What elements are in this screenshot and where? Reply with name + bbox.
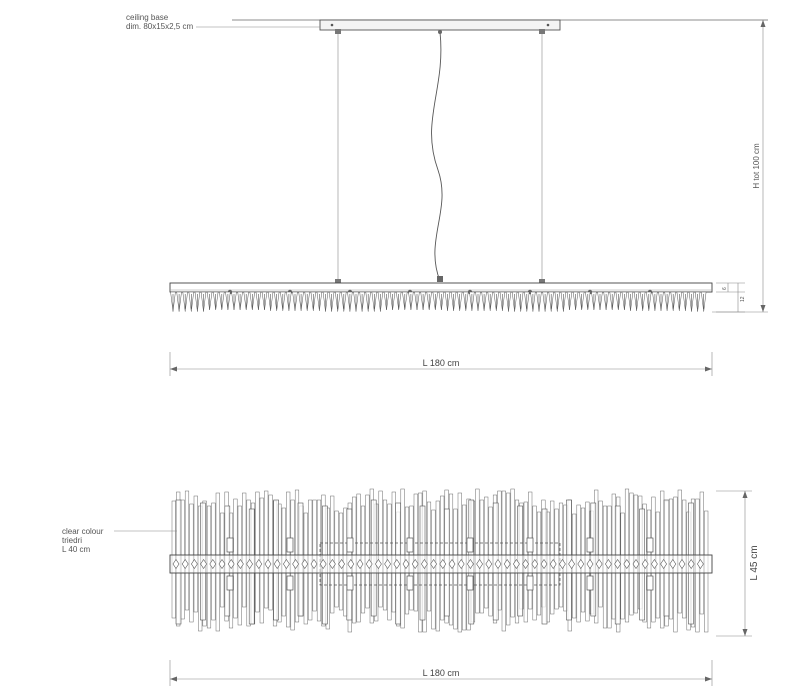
rod-clip: [527, 576, 533, 590]
lamp-body-side: [170, 283, 712, 292]
crystal-row: [171, 292, 707, 312]
rod-clip: [407, 538, 413, 552]
glass-rod: [634, 495, 638, 613]
glass-rod: [194, 496, 198, 612]
length-label-bottom: L 180 cm: [422, 668, 460, 678]
rod-clip: [587, 538, 593, 552]
glass-rod: [476, 489, 480, 613]
power-cord: [432, 32, 443, 281]
glass-rod: [379, 491, 383, 607]
rod-clip: [347, 576, 353, 590]
rod-clip: [287, 538, 293, 552]
ceiling-base-dim-label: dim. 80x15x2,5 cm: [126, 22, 194, 31]
glass-rod: [330, 496, 334, 613]
rod-clip: [347, 538, 353, 552]
rod-clip: [467, 538, 473, 552]
glass-rod: [185, 491, 189, 610]
rod-clip: [527, 538, 533, 552]
height-dimension: [712, 20, 768, 312]
glass-label-type: triedri: [62, 536, 83, 545]
body-dim-large: 12: [740, 296, 746, 302]
body-dim-small: 6: [722, 287, 728, 290]
glass-rod: [269, 495, 273, 610]
width-dimension: [716, 491, 760, 636]
glass-rod: [366, 495, 370, 608]
glass-rod: [256, 492, 260, 612]
glass-rod: [700, 492, 704, 614]
glass-rod: [392, 492, 396, 612]
body-dimension: [716, 283, 746, 312]
rod-clip: [227, 538, 233, 552]
rod-clip: [227, 576, 233, 590]
rod-clip: [587, 576, 593, 590]
glass-rod: [678, 490, 682, 613]
length-label-top: L 180 cm: [422, 358, 460, 368]
glass-rod: [414, 494, 418, 611]
glass-label-length: L 40 cm: [62, 545, 91, 554]
glass-rod: [484, 497, 488, 608]
glass-label-colour: clear colour: [62, 527, 104, 536]
rod-clip: [467, 576, 473, 590]
rod-clip: [287, 576, 293, 590]
ceiling-base-label: ceiling base: [126, 13, 169, 22]
length-dimension-top: [170, 352, 712, 376]
rod-clip: [647, 538, 653, 552]
height-label: H tot 100 cm: [752, 143, 761, 189]
glass-rod: [264, 491, 268, 608]
glass-rod: [630, 493, 634, 615]
plan-view: [62, 489, 760, 686]
width-label: L 45 cm: [749, 545, 760, 581]
rod-clip: [407, 576, 413, 590]
glass-rod: [599, 501, 603, 607]
length-dimension-bottom: [170, 660, 712, 686]
elevation-view: [126, 13, 768, 376]
rod-clip: [647, 576, 653, 590]
ceiling-base-plate: [320, 20, 560, 30]
glass-rod: [242, 493, 246, 607]
glass-rod: [511, 489, 515, 617]
